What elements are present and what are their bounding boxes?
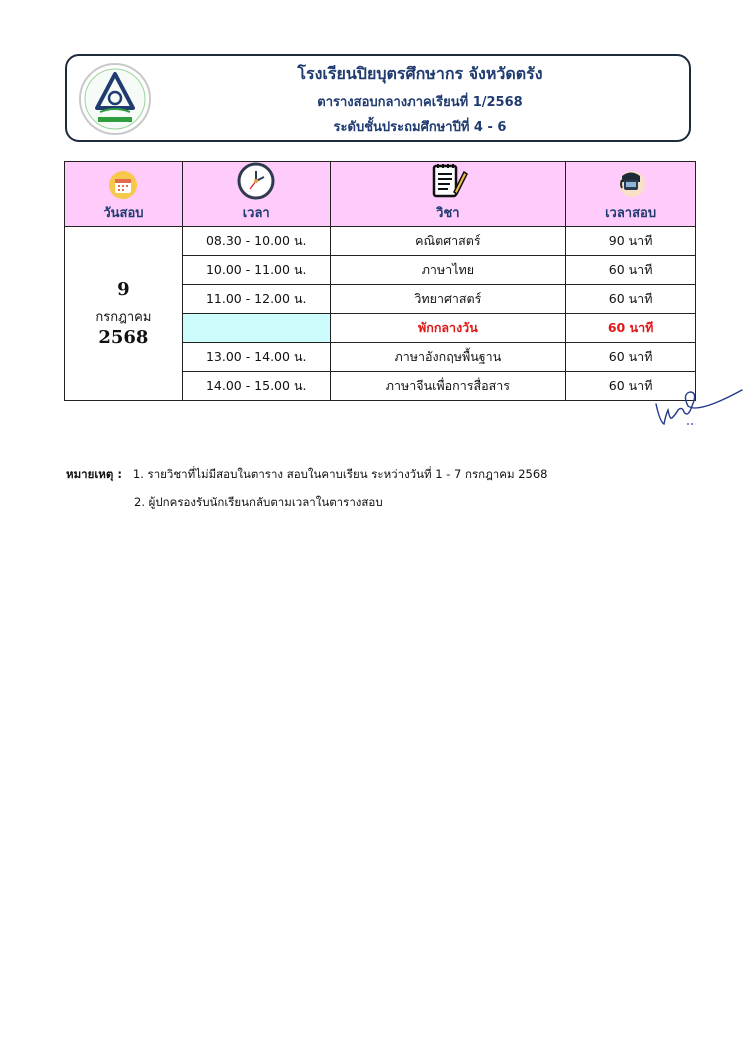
- subject-cell: ภาษาอังกฤษพื้นฐาน: [330, 343, 566, 372]
- school-name: โรงเรียนปิยบุตรศึกษากร จังหวัดตรัง: [297, 64, 543, 83]
- duration-cell: 60 นาที: [566, 285, 696, 314]
- time-cell: 11.00 - 12.00 น.: [182, 285, 330, 314]
- subject-cell: คณิตศาสตร์: [330, 227, 566, 256]
- time-cell: 10.00 - 11.00 น.: [182, 256, 330, 285]
- notes-label: หมายเหตุ :: [66, 467, 122, 481]
- note-1: 1. รายวิชาที่ไม่มีสอบในตาราง สอบในคาบเรียน ระหว่างวันที่ 1 - 7 กรกฎาคม 2568: [132, 467, 548, 481]
- duration-cell: 90 นาที: [566, 227, 696, 256]
- grade-level: ระดับชั้นประถมศึกษาปีที่ 4 - 6: [333, 120, 507, 135]
- column-subject: [330, 162, 566, 227]
- subject-cell: วิทยาศาสตร์: [330, 285, 566, 314]
- time-cell: [182, 314, 330, 343]
- subject-cell: พักกลางวัน: [330, 314, 566, 343]
- table-header-row: [65, 162, 696, 227]
- table-row: [65, 227, 696, 256]
- subject-cell: ภาษาจีนเพื่อการสื่อสาร: [330, 372, 566, 401]
- clock-icon: [237, 162, 275, 200]
- duration-cell: 60 นาที: [566, 256, 696, 285]
- column-date: [65, 162, 183, 227]
- note-line-2: [134, 494, 383, 512]
- column-label: วันสอบ: [103, 206, 144, 221]
- exam-schedule-table: [64, 161, 696, 401]
- student-icon: [614, 166, 648, 200]
- column-time: [182, 162, 330, 227]
- exam-date-cell: [65, 227, 183, 401]
- exam-day: 9: [117, 279, 130, 300]
- subject-cell: ภาษาไทย: [330, 256, 566, 285]
- duration-cell: 60 นาที: [566, 314, 696, 343]
- column-duration: [566, 162, 696, 227]
- column-label: เวลาสอบ: [605, 206, 657, 221]
- calendar-icon: [108, 170, 138, 200]
- notepad-pencil-icon: [428, 162, 468, 200]
- school-logo: [78, 62, 152, 136]
- note-2: 2. ผู้ปกครองรับนักเรียนกลับตามเวลาในตารางสอบ: [134, 495, 383, 509]
- exam-month: กรกฎาคม: [95, 310, 152, 325]
- signature: [648, 384, 744, 430]
- time-cell: 14.00 - 15.00 น.: [182, 372, 330, 401]
- exam-year: 2568: [98, 327, 149, 348]
- column-label: เวลา: [242, 206, 270, 221]
- time-cell: 08.30 - 10.00 น.: [182, 227, 330, 256]
- exam-title: ตารางสอบกลางภาคเรียนที่ 1/2568: [317, 95, 523, 110]
- time-cell: 13.00 - 14.00 น.: [182, 343, 330, 372]
- note-line-1: [66, 466, 547, 484]
- duration-cell: 60 นาที: [566, 372, 696, 401]
- column-label: วิชา: [436, 206, 460, 221]
- duration-cell: 60 นาที: [566, 343, 696, 372]
